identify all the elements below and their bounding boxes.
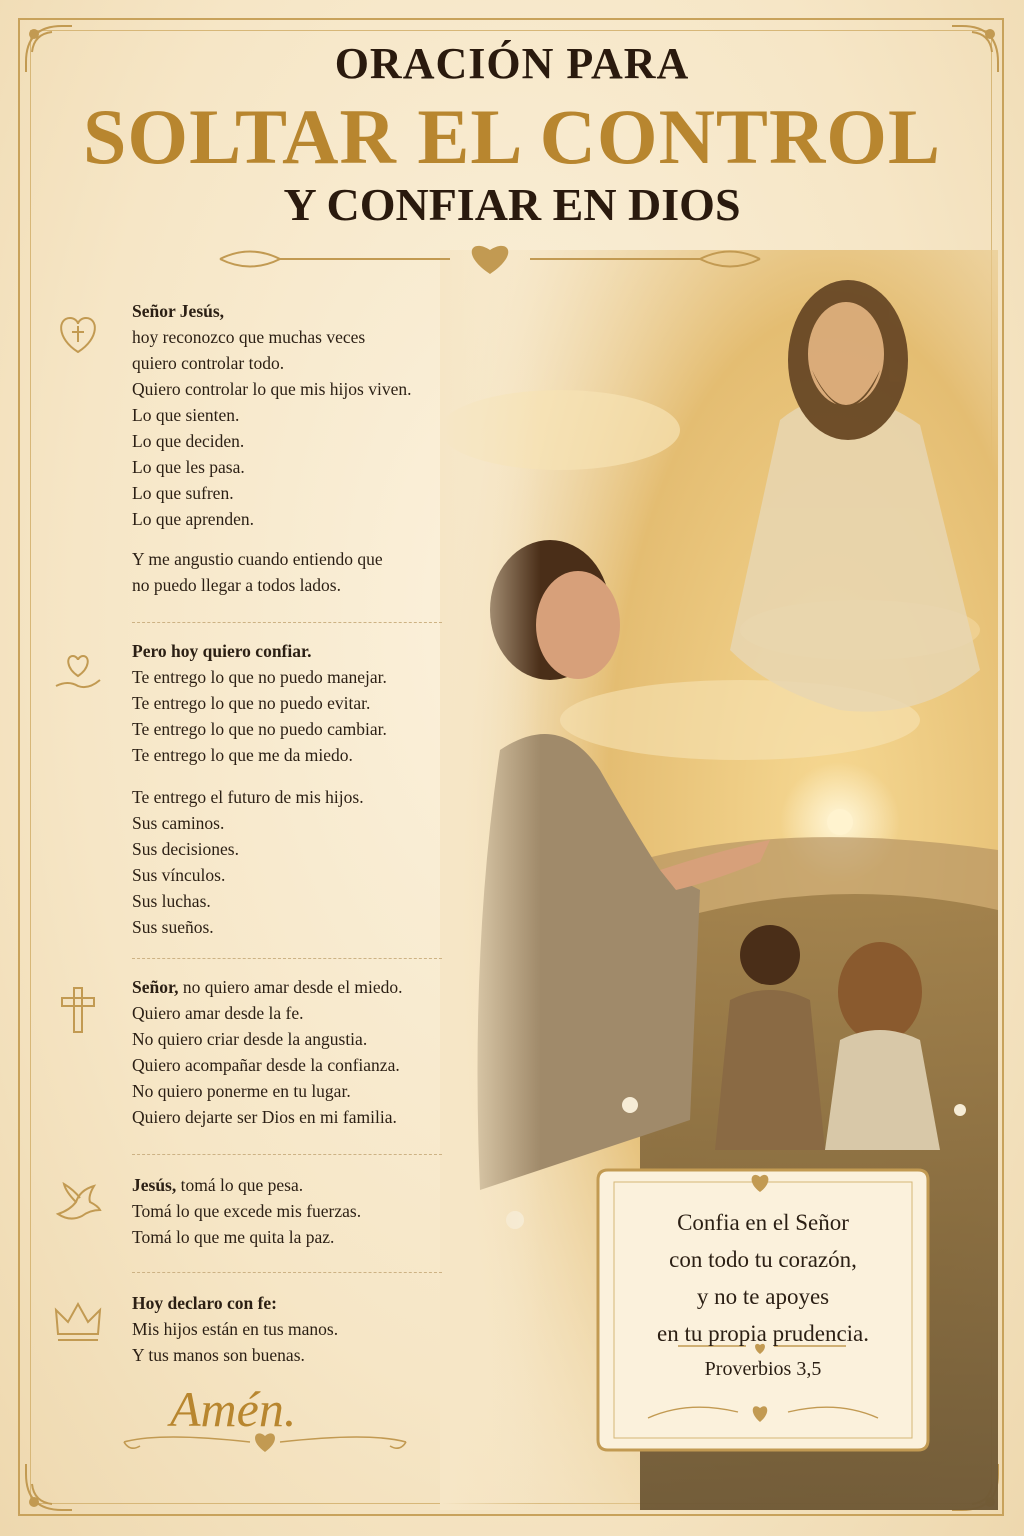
prayer-line: Señor Jesús, [132,301,225,321]
title-ornament-icon [210,236,810,282]
prayer-line: No quiero ponerme en tu lugar. [132,1081,351,1101]
prayer-line [132,1172,452,1198]
prayer-line: Lo que les pasa. [132,457,245,477]
verse-reference: Proverbios 3,5 [704,1358,822,1380]
prayer-section-3 [132,974,452,1130]
prayer-line: Te entrego el futuro de mis hijos. [132,787,364,807]
prayer-section-2 [132,638,452,940]
dove-icon [50,1176,106,1232]
prayer-line: no puedo llegar a todos lados. [132,575,341,595]
verse-line: Confia en el Señor [677,1210,849,1235]
amen-ornament-icon [120,1422,410,1462]
prayer-line: Quiero amar desde la fe. [132,1003,304,1023]
prayer-line: Quiero controlar lo que mis hijos viven. [132,379,412,399]
prayer-section-1 [132,298,452,598]
prayer-gap [132,768,452,784]
prayer-line: Te entrego lo que no puedo evitar. [132,693,371,713]
prayer-line: Pero hoy quiero confiar. [132,641,312,661]
prayer-line: No quiero criar desde la angustia. [132,1029,368,1049]
verse-line: y no te apoyes [696,1284,830,1309]
prayer-line: Te entrego lo que no puedo cambiar. [132,719,387,739]
title-line-2: SOLTAR EL CONTROL [83,93,941,180]
prayer-line: Y tus manos son buenas. [132,1345,305,1365]
prayer-line: Lo que sufren. [132,483,234,503]
prayer-line: Hoy declaro con fe: [132,1293,277,1313]
cross-icon [50,982,106,1038]
corner-flourish-icon [22,1458,78,1514]
title-line-3: Y CONFIAR EN DIOS [283,179,741,230]
verse-text [588,1204,938,1352]
prayer-line: Sus decisiones. [132,839,239,859]
title-line-1: ORACIÓN PARA [334,39,690,88]
prayer-line: hoy reconozco que muchas veces [132,327,366,347]
prayer-line: Lo que sienten. [132,405,240,425]
prayer-line: Lo que deciden. [132,431,245,451]
section-divider [132,622,442,623]
prayer-line-head: Jesús, [132,1175,177,1195]
prayer-line: Y me angustio cuando entiendo que [132,549,383,569]
prayer-line: Te entrego lo que me da miedo. [132,745,353,765]
prayer-line: Sus luchas. [132,891,211,911]
prayer-section-4 [132,1172,452,1250]
prayer-line: Sus vínculos. [132,865,226,885]
section-divider [132,1272,442,1273]
prayer-line [132,974,452,1000]
verse-card [588,1160,938,1460]
prayer-line: Lo que aprenden. [132,509,254,529]
prayer-line: Sus caminos. [132,813,225,833]
crown-icon [50,1294,106,1350]
prayer-line: Mis hijos están en tus manos. [132,1319,339,1339]
prayer-line-text: tomá lo que pesa. [180,1175,304,1195]
prayer-line: Te entrego lo que no puedo manejar. [132,667,387,687]
prayer-line: Quiero acompañar desde la confianza. [132,1055,400,1075]
prayer-line-head: Señor, [132,977,179,997]
verse-line: con todo tu corazón, [669,1247,857,1272]
prayer-section-5 [132,1290,452,1368]
section-divider [132,1154,442,1155]
heart-hand-icon [50,644,106,700]
heart-cross-icon [50,304,106,360]
prayer-line: quiero controlar todo. [132,353,285,373]
prayer-line: Tomá lo que excede mis fuerzas. [132,1201,362,1221]
prayer-line: Quiero dejarte ser Dios en mi familia. [132,1107,397,1127]
prayer-line-text: no quiero amar desde el miedo. [182,977,403,997]
prayer-line: Tomá lo que me quita la paz. [132,1227,335,1247]
prayer-line: Sus sueños. [132,917,214,937]
verse-line: en tu propia prudencia. [656,1321,870,1346]
section-divider [132,958,442,959]
prayer-gap [132,532,452,546]
amen-closing: Amén. [170,1381,297,1437]
